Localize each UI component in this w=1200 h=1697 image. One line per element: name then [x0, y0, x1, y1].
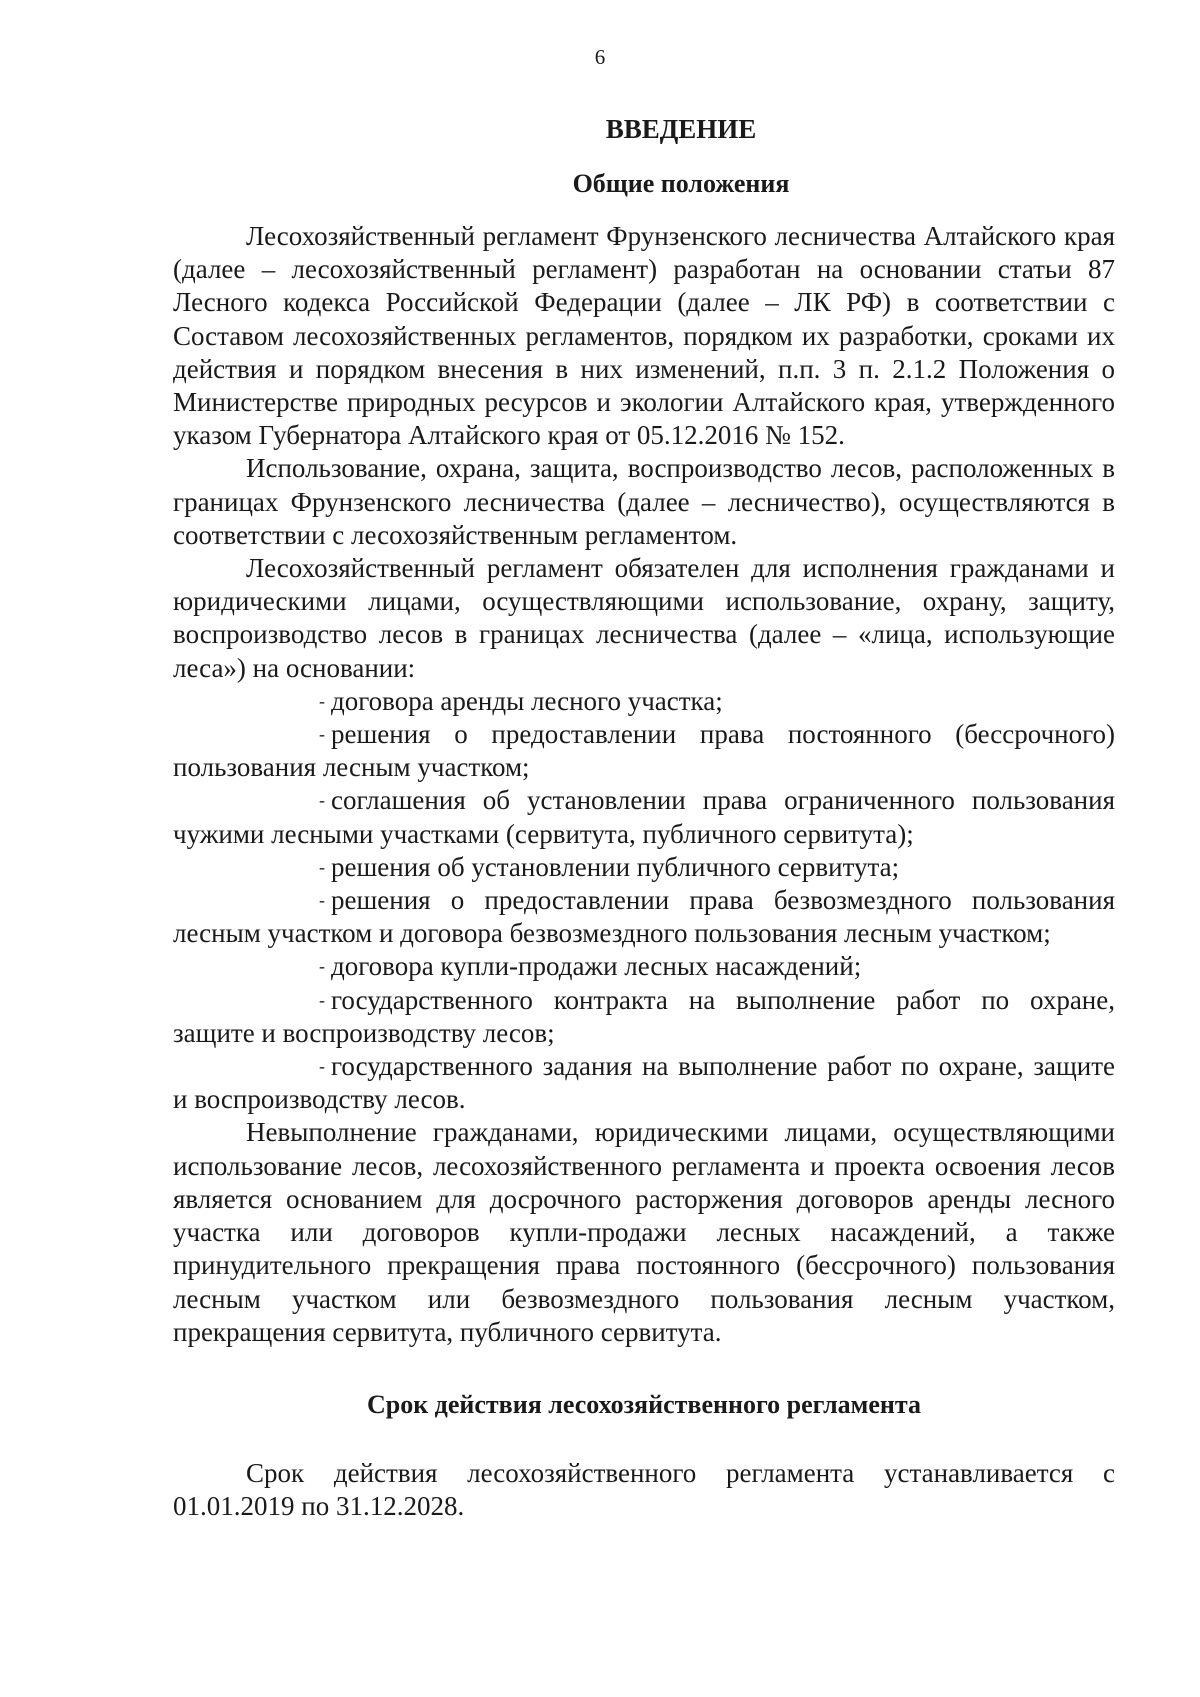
list-item-text: решения о предоставлении права постоянного (бессрочного) пользования лесным участком;	[173, 719, 1115, 783]
list-item-text: решения о предоставлении права безвозмездного пользования лесным участком и договора безвозмездного пользования лесным участком;	[173, 885, 1115, 949]
list-item	[173, 784, 1115, 850]
list-item-text: государственного задания на выполнение работ по охране, защите и воспроизводству лесов.	[173, 1051, 1115, 1115]
list-dash: -	[319, 690, 325, 711]
list-item	[173, 685, 1115, 718]
page-number: 6	[594, 45, 606, 69]
list-item	[173, 1050, 1115, 1116]
paragraph: Использование, охрана, защита, воспроизводство лесов, расположенных в границах Фрунзенского лесничества (далее – лесничество), осуществляются в соответствии с лесохозяйственным регламентом.	[173, 453, 1115, 550]
page-content	[173, 112, 1115, 1523]
validity-section-text	[173, 1457, 1115, 1523]
list-dash: -	[319, 890, 325, 911]
list-dash: -	[319, 856, 325, 877]
validity-section-heading: Срок действия лесохозяйственного регламента	[366, 1389, 922, 1419]
general-provisions-text	[173, 220, 1115, 1349]
list-item-text: договора аренды лесного участка;	[331, 685, 723, 716]
paragraph: Лесохозяйственный регламент обязателен для исполнения гражданами и юридическими лицами, осуществляющими использование, охрану, защиту, воспроизводство лесов в границах лесничества (далее – «лица, использующие леса») на основании:	[173, 553, 1115, 683]
list-item	[173, 851, 1115, 884]
list-dash: -	[319, 956, 325, 977]
list-dash: -	[319, 989, 325, 1010]
list-dash: -	[319, 724, 325, 745]
list-item	[173, 718, 1115, 784]
document-title: ВВЕДЕНИЕ	[605, 114, 757, 144]
closing-paragraph: Невыполнение гражданами, юридическими лицами, осуществляющими использование лесов, лесохозяйственного регламента и проекта освоения лесов является основанием для досрочного расторжения договоров аренды лесного участка или договоров купли-продажи лесных насаждений, а также принудительного прекращения права постоянного (бессрочного) пользования лесным участком или безвозмездного пользования лесным участком, прекращения сервитута, публичного сервитута.	[173, 1117, 1115, 1347]
section-subtitle: Общие положения	[572, 169, 790, 198]
list-item-text: решения об установлении публичного сервитута;	[331, 851, 900, 882]
paragraph: Лесохозяйственный регламент Фрунзенского лесничества Алтайского края (далее – лесохозяйственный регламент) разработан на основании статьи 87 Лесного кодекса Российской Федерации (далее – ЛК РФ) в соответствии с Составом лесохозяйственных регламентов, порядком их разработки, сроками их действия и порядком внесения в них изменений, п.п. 3 п. 2.1.2 Положения о Министерстве природных ресурсов и экологии Алтайского края, утвержденного указом Губернатора Алтайского края от 05.12.2016 № 152.	[173, 221, 1115, 451]
list-dash: -	[319, 790, 325, 811]
list-item	[173, 884, 1115, 950]
list-item-text: соглашения об установлении права ограниченного пользования чужими лесными участками (сервитута, публичного сервитута);	[173, 785, 1115, 849]
list-item-text: государственного контракта на выполнение работ по охране, защите и воспроизводству лесов;	[173, 984, 1115, 1048]
validity-paragraph: Срок действия лесохозяйственного регламента устанавливается с 01.01.2019 по 31.12.2028.	[173, 1457, 1115, 1522]
list-item	[173, 984, 1115, 1050]
list-dash: -	[319, 1056, 325, 1077]
list-item-text: договора купли-продажи лесных насаждений;	[331, 951, 862, 982]
list-item	[173, 950, 1115, 983]
